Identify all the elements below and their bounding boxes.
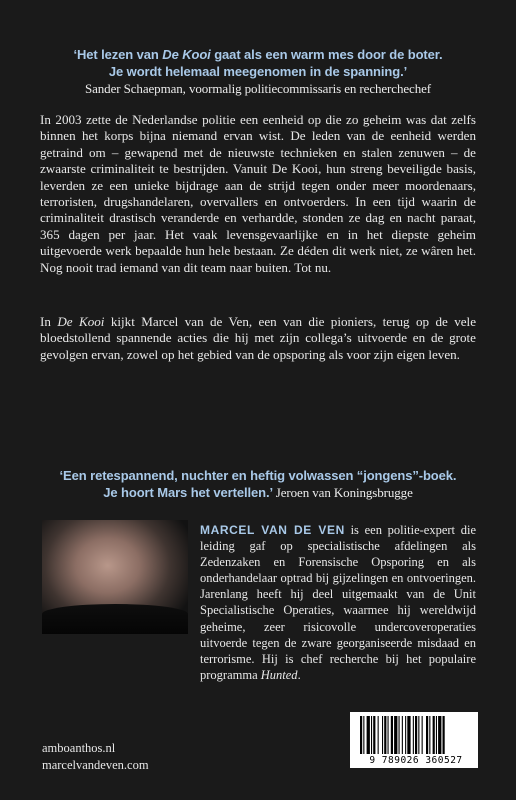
barcode-bar bbox=[413, 716, 414, 754]
barcode-bar bbox=[422, 716, 423, 754]
quote-bottom-attribution: Jeroen van Koningsbrugge bbox=[275, 485, 413, 500]
barcode-bar bbox=[405, 716, 406, 754]
book-title: De Kooi bbox=[57, 314, 105, 329]
barcode-bar bbox=[373, 716, 375, 754]
barcode-bar bbox=[418, 716, 419, 754]
barcode-bar bbox=[382, 716, 383, 754]
barcode-bar bbox=[367, 716, 370, 754]
barcode-bar bbox=[415, 716, 417, 754]
quote-top bbox=[30, 46, 486, 97]
barcode-bar bbox=[378, 716, 379, 754]
quote-bottom bbox=[30, 467, 486, 501]
barcode-bar bbox=[384, 716, 386, 754]
barcode-bar bbox=[363, 716, 364, 754]
blurb-paragraph-2: In De Kooi kijkt Marcel van de Ven, een van die pioniers, terug op de vele bloedstollend spannende acties die hij met zijn collega’s uitvoerde en de grote gevolgen ervan, zowel op het gebied van de opsporing als voor zijn eigen leven. bbox=[40, 314, 477, 362]
quote-top-attribution: Sander Schaepman, voormalig politiecommissaris en recherchechef bbox=[84, 81, 431, 96]
book-title: De Kooi bbox=[162, 47, 211, 62]
barcode-bar bbox=[399, 716, 400, 754]
show-title: Hunted bbox=[260, 667, 298, 682]
barcode-bar bbox=[360, 716, 362, 754]
barcode-bar bbox=[443, 716, 445, 754]
isbn-barcode bbox=[350, 712, 478, 768]
author-photo bbox=[42, 520, 188, 634]
isbn-number: 9 789026 360527 bbox=[369, 755, 463, 766]
barcode-bar bbox=[426, 716, 428, 754]
author-site-link[interactable]: marcelvandeven.com bbox=[42, 758, 149, 772]
blurb-paragraph-1: In 2003 zette de Nederlandse politie een eenheid op die zo geheim was dat zelfs binnen het korps bijna niemand ervan wist. De leden van de eenheid werden getraind om – gewapend met de nieuwste technieken en stalen zenuwen – de zwaarste criminaliteit te bestrijden. Vanuit De Kooi, hun streng beveiligde basis, leverden ze een unieke bijdrage aan de strijd tegen onder meer moordenaars, terroristen, drugshandelaren, overvallers en ontvoerders. In een tijd waarin de criminaliteit drastisch veranderde en verhardde, stonden ze dag en nacht paraat, 365 dagen per jaar. Het vaak levensgevaarlijke en in het diepste geheim uitgevoerde werk bepaalde hun hele bestaan. Ze déden dit werk niet, ze wâren het. Nog nooit trad iemand van dit team naar buiten. Tot nu. bbox=[40, 112, 476, 275]
barcode-bar bbox=[407, 716, 410, 754]
quote-top-line2: Je wordt helemaal meegenomen in de spanning.’ bbox=[108, 64, 408, 79]
barcode-bar bbox=[429, 716, 430, 754]
barcode-bar bbox=[436, 716, 437, 754]
barcode-bars bbox=[360, 716, 472, 754]
quote-bottom-line1: ‘Een retespannend, nuchter en heftig volwassen “jongens”-boek. bbox=[59, 468, 457, 483]
barcode-bar bbox=[394, 716, 397, 754]
barcode-bar bbox=[371, 716, 372, 754]
author-name: MARCEL VAN DE VEN bbox=[200, 523, 345, 537]
quote-bottom-line2: Je hoort Mars het vertellen.’ Jeroen van Koningsbrugge bbox=[103, 485, 413, 500]
barcode-bar bbox=[433, 716, 435, 754]
barcode-bar bbox=[402, 716, 403, 754]
barcode-bar bbox=[438, 716, 441, 754]
author-bio: MARCEL VAN DE VEN is een politie-expert die leiding gaf op specialistische afdelingen als Zedenzaken en Forensische Opsporing en als onderhandelaar optrad bij gijzelingen en ontvoeringen. Jarenlang heeft hij deel uitgemaakt van de Unit Specialistische Operaties, waarmee hij wereldwijd geheime, zeer risicovolle undercoveroperaties uitvoerde tegen de zware georganiseerde misdaad en terrorisme. Hij is chef recherche bij het populaire programma Hunted. bbox=[200, 523, 476, 682]
barcode-bar bbox=[388, 716, 389, 754]
publisher-link[interactable]: amboanthos.nl bbox=[42, 741, 116, 755]
website-links bbox=[42, 740, 149, 774]
barcode-bar bbox=[391, 716, 393, 754]
quote-top-line1: ‘Het lezen van De Kooi gaat als een warm mes door de boter. bbox=[73, 47, 443, 62]
